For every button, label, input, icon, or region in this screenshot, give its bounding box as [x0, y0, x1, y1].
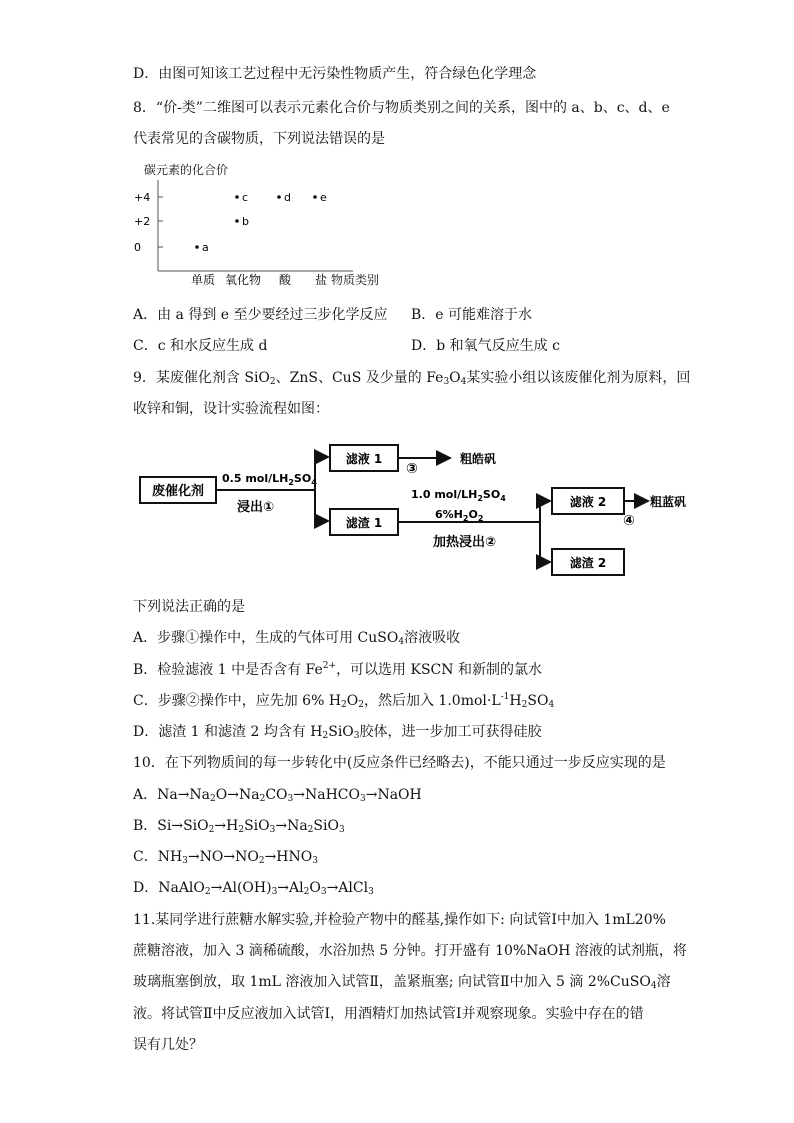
- q11-line1: 11.某同学进行蔗糖水解实验,并检验产物中的醛基,操作如下: 向试管Ⅰ中加入 1mL20%: [133, 912, 666, 928]
- q11-line2: 蔗糖溶液，加入 3 滴稀硫酸，水浴加热 5 分钟。打开盛有 10%NaOH 溶液的试剂瓶，将: [133, 943, 687, 959]
- y-tick-label: +4: [134, 191, 151, 204]
- label-peroxide: $6\%H_2O_2$: [435, 508, 484, 523]
- y-tick-label: +2: [134, 215, 151, 228]
- q9-stem-line2: 收锌和铜，设计实验流程如图：: [133, 401, 329, 417]
- q10-stem: 10．在下列物质间的每一步转化中(反应条件已经略去)，不能只通过一步反应实现的是: [133, 755, 666, 771]
- y-tick-label: 0: [134, 241, 141, 254]
- label-crude-white-vitriol: 粗皓矾: [460, 452, 497, 466]
- label-filtrate-2: 滤液 2: [569, 495, 607, 509]
- label-acid-1: 0.5 mol/$LH_2SO_4$: [222, 472, 317, 487]
- x-tick-label: 单质: [190, 273, 216, 287]
- point-label-e: e: [320, 191, 327, 204]
- q9-stem-line1: 9．某废催化剂含 SiO$_2$、ZnS、CuS 及少量的 $Fe_3O_4$某实验小组以该废催化剂为原料，回: [133, 370, 691, 387]
- label-crude-blue-vitriol: 粗蓝矾: [650, 495, 687, 509]
- label-residue-1: 滤渣 1: [345, 516, 383, 530]
- label-step-3: ③: [406, 461, 418, 477]
- q8-option-d: D．b 和氧气反应生成 c: [411, 338, 560, 354]
- point-b: [235, 219, 239, 223]
- q9-option-a: A．步骤①操作中，生成的气体可用 CuSO$_4$溶液吸收: [133, 630, 461, 647]
- q8-option-b: B．e 可能难溶于水: [411, 307, 533, 323]
- q9-option-d: D．滤渣 1 和滤渣 2 均含有 $H_2SiO_3$胶体，进一步加工可获得硅胶: [133, 724, 542, 741]
- label-waste-catalyst: 废催化剂: [151, 484, 205, 499]
- label-filtrate-1: 滤液 1: [345, 452, 383, 466]
- point-c: [235, 195, 239, 199]
- point-label-a: a: [202, 241, 209, 254]
- x-tick-label: 酸: [278, 273, 292, 287]
- q9-option-c: C．步骤②操作中，应先加 6% $H_2O_2$，然后加入 $1.0mol\cdot L^{-1}H_2SO_4$: [133, 692, 555, 710]
- valence-class-chart: [128, 160, 418, 290]
- q9-option-b: B．检验滤液 1 中是否含有 $Fe^{2+}$，可以选用 KSCN 和新制的氯水: [133, 661, 542, 678]
- point-e: [313, 195, 317, 199]
- q8-option-a: A．由 a 得到 e 至少要经过三步化学反应: [133, 307, 388, 323]
- label-leach-1: 浸出①: [237, 500, 275, 515]
- q11-line4: 液。将试管Ⅱ中反应液加入试管Ⅰ，用酒精灯加热试管Ⅰ并观察现象。实验中存在的错: [133, 1006, 644, 1022]
- label-leach-2: 加热浸出②: [433, 535, 497, 550]
- q11-line3: 玻璃瓶塞倒放，取 1mL 溶液加入试管Ⅱ，盖紧瓶塞; 向试管Ⅱ中加入 5 滴 2%CuSO$_4$溶: [133, 974, 671, 991]
- q9-prompt: 下列说法正确的是: [133, 599, 245, 615]
- q10-option-b: B．$Si\to SiO_2\to H_2SiO_3\to Na_2SiO_3$: [133, 818, 345, 835]
- label-acid-2: 1.0 mol/$LH_2SO_4$: [411, 488, 506, 503]
- point-label-c: c: [242, 191, 249, 204]
- process-flowchart: [130, 436, 710, 586]
- q10-option-a: A．$Na\to Na_2O\to Na_2CO_3\to NaHCO_3\to NaOH$: [133, 787, 422, 804]
- point-label-b: b: [242, 215, 249, 228]
- q10-option-c: C．$NH_3\to NO\to NO_2\to HNO_3$: [133, 849, 318, 866]
- point-d: [277, 195, 281, 199]
- q10-option-d: D．$NaAlO_2\to Al(OH)_3\to Al_2O_3\to AlCl_3$: [133, 880, 374, 897]
- label-residue-2: 滤渣 2: [569, 556, 607, 570]
- chart-x-label: 物质类别: [331, 273, 380, 287]
- chart-y-label: 碳元素的化合价: [144, 163, 229, 177]
- label-step-4: ④: [623, 513, 635, 529]
- q8-stem-line2: 代表常见的含碳物质，下列说法错误的是: [133, 131, 385, 147]
- q8-option-c: C．c 和水反应生成 d: [133, 338, 268, 354]
- q11-line5: 误有几处？: [133, 1037, 203, 1053]
- q8-stem-line1: 8．“价-类”二维图可以表示元素化合价与物质类别之间的关系，图中的 a、b、c、d、e: [133, 100, 670, 116]
- point-a: [195, 245, 199, 249]
- x-tick-label: 氧化物: [224, 273, 262, 287]
- x-tick-label: 盐: [314, 273, 328, 287]
- point-label-d: d: [284, 191, 291, 204]
- q7-option-d: D．由图可知该工艺过程中无污染性物质产生，符合绿色化学理念: [133, 66, 537, 82]
